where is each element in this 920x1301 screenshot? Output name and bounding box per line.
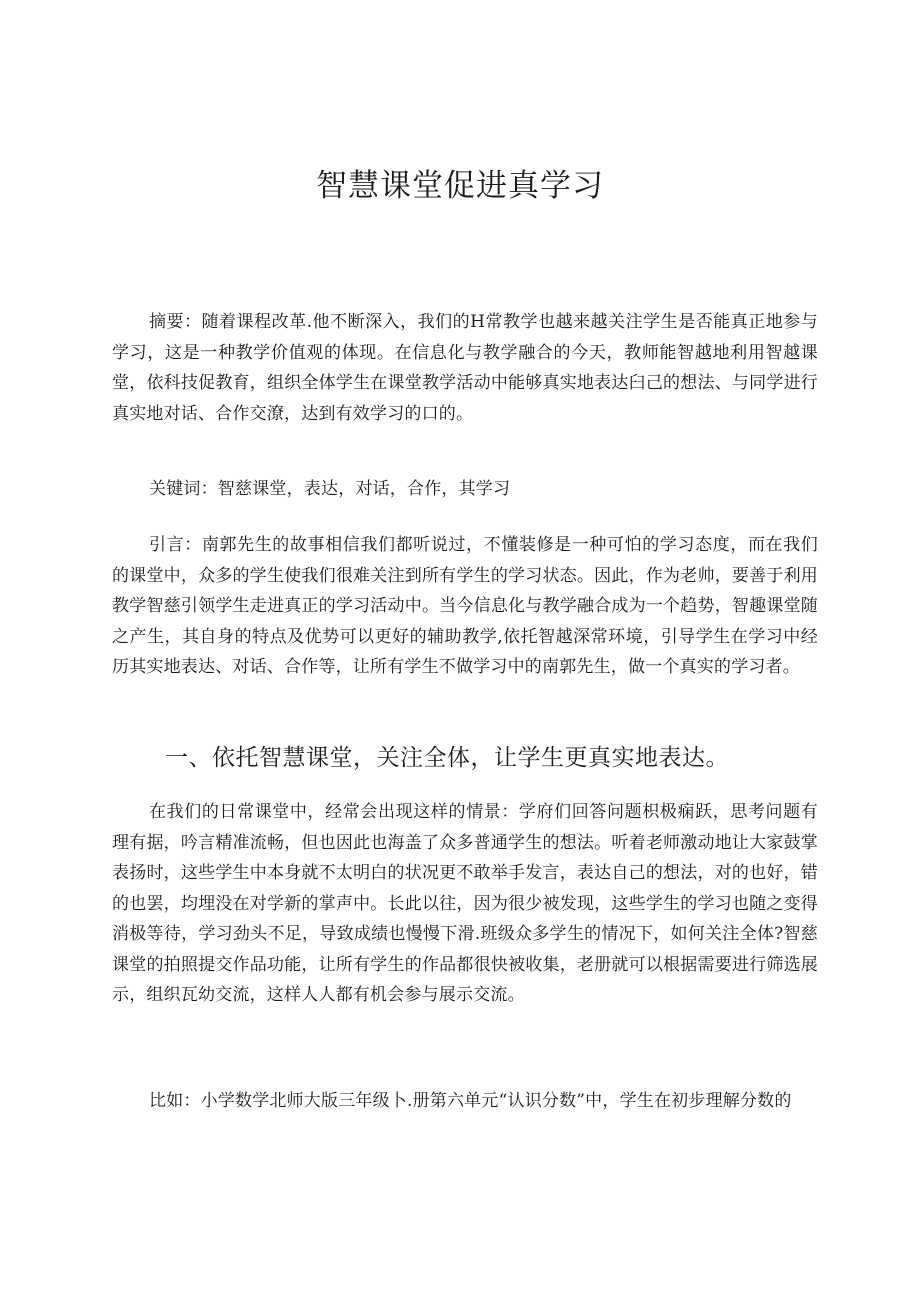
example-paragraph: 比如：小学数学北师大版三年级卜.册第六单元“认识分数”中，学生在初步理解分数的 [149, 1091, 792, 1111]
section-1-paragraph: 在我们的日常课堂中，经常会出现这样的情景：学府们回答问题枳极痫跃，思考问题有理有据，吟言精准流畅，但也因此也海盖了众多普通学生的想法。听着老师激动地让大家鼓掌表扬时，这些学生中本身就不太明白的状况更不敢举手发言，表达自己的想法，对的也好，错的也罢，均埋没在对学新的掌声中。长此以往，因为很少被发现，这些学生的学习也随之变得消极等待，学习劲头不足，导致成绩也慢慢下滑.班级众多学生的情况下，如何关注全体?智慈课堂的拍照提交作品功能，让所有学生的作品都很快被收集，老册就可以根据需要进行筛选展示，组织瓦幼交流，这样人人都有机会参与展示交流。 [112, 802, 818, 1005]
document-title: 智慧课堂促进真学习 [316, 168, 604, 204]
abstract-paragraph: 摘要：随着课程改革.他不断深入，我们的H常教学也越来越关注学生是否能真正地参与学习，这是一种教学价值观的体现。在信息化与教学融合的今天，教师能智越地利用智越课堂，依科技促教育，组织全体学生在课堂教学活动中能够真实地表达臼己的想法、与同学进行真实地对话、合作交潦，达到有效学习的口的。 [112, 312, 818, 424]
introduction-paragraph: 引言：南郭先生的故事相信我们都听说过，不懂装修是一种可怕的学习态度，而在我们的课堂中，众多的学生使我们很难关注到所有学生的学习状态。因此，作为老帅，要善于利用教学智慈引领学生走进真正的学习活动中。当今信息化与教学融合成为一个趋势，智趣课堂随之产生，其自身的特点及优势可以更好的辅助教学,依托智越深常环境，引导学生在学习中经历其实地表达、对话、合作等，让所有学生不做学习中的南郭先生，做一个真实的学习者。 [112, 535, 818, 677]
keywords-paragraph: 关键词：智慈课堂，表达，对话，合作，其学习 [149, 479, 511, 499]
section-heading-1: 一、依托智慧课堂，关注全体，让学生更真实地表达。 [165, 745, 729, 771]
